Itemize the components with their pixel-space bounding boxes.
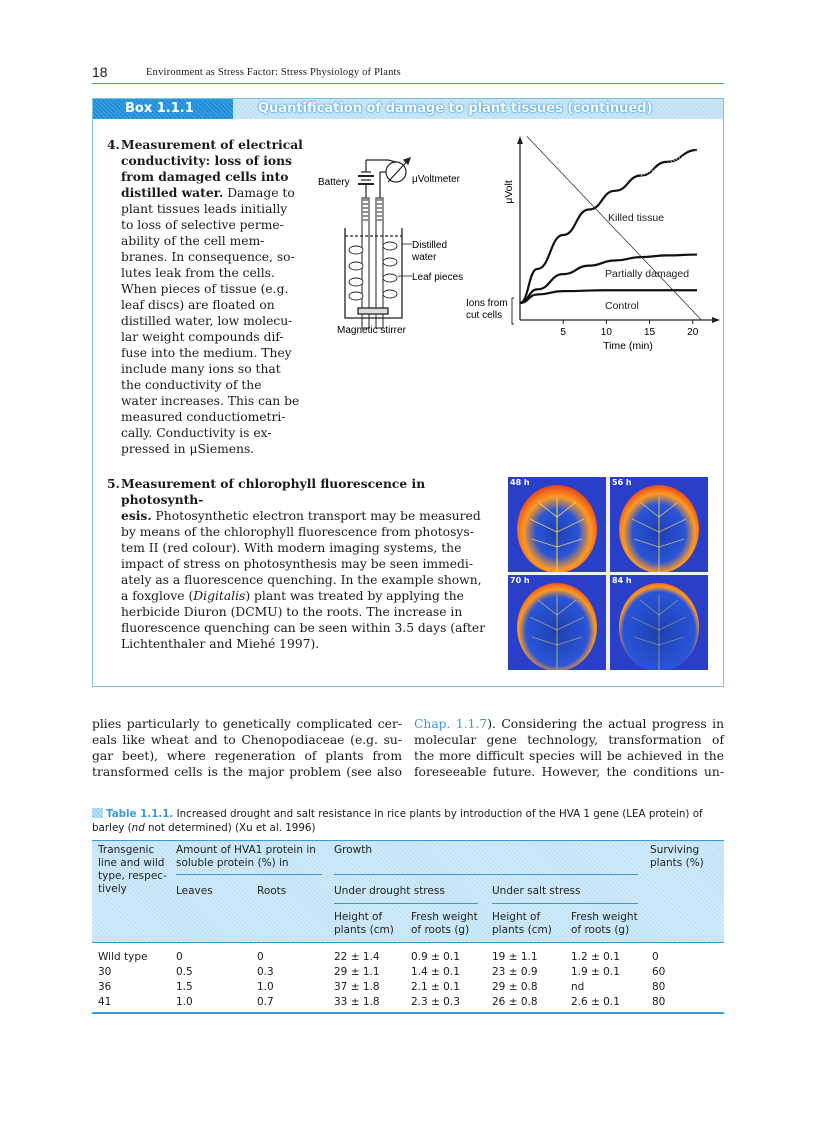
- voltmeter-icon: [380, 158, 410, 198]
- item-number: 4.: [107, 137, 120, 152]
- table-cell: 1.0: [257, 981, 274, 993]
- bold-text: esis.: [121, 508, 152, 523]
- table-cell: 1.4 ± 0.1: [411, 966, 460, 978]
- caption-text: barley (: [92, 822, 132, 834]
- caption-text: not determined) (Xu et al. 1996): [144, 822, 316, 834]
- header-surviving: [650, 844, 704, 870]
- bold-text: Measurement of electrical: [121, 137, 303, 152]
- table-label: Table 1.1.1.: [106, 808, 174, 820]
- body-line: the more difficult species will be achieved in the: [414, 749, 724, 763]
- text: impact of stress on photosynthesis may be seen immedi-: [121, 557, 473, 571]
- series-line: [520, 150, 697, 303]
- header-text: line and wild: [98, 857, 165, 869]
- water-label: water: [412, 252, 437, 263]
- item-line: [121, 604, 493, 620]
- text: ately as a fluorescence quenching. In the example shown,: [121, 573, 482, 587]
- time-label: 48 h: [510, 478, 530, 487]
- series-label: Control: [605, 300, 639, 312]
- x-axis-label: Time (min): [603, 340, 653, 352]
- text: lar weight compounds dif-: [121, 330, 284, 344]
- text: herbicide Diuron (DCMU) to the roots. The increase in: [121, 605, 463, 619]
- box-label-tab: [93, 99, 233, 119]
- series-label: Killed tissue: [608, 212, 665, 224]
- table-cell: 1.0: [176, 996, 193, 1008]
- text: When pieces of tissue (e.g.: [121, 282, 289, 296]
- header-rule: [334, 903, 478, 904]
- leaf-image: [610, 477, 708, 572]
- text: ) plant was treated by applying the: [245, 589, 464, 603]
- header-text: Amount of HVA1 protein in: [176, 844, 316, 856]
- item-line: [121, 425, 321, 441]
- item-line: [121, 409, 321, 425]
- voltmeter-label: μVoltmeter: [412, 174, 461, 185]
- y-axis-label: μVolt: [503, 180, 515, 204]
- item-line: [121, 169, 321, 185]
- item-line: [121, 556, 493, 572]
- text: include many ions so that: [121, 362, 281, 376]
- table-cell: 22 ± 1.4: [334, 951, 380, 963]
- table-cell: 23 ± 0.9: [492, 966, 538, 978]
- box-title: Quantification of damage to plant tissues (continued): [258, 101, 653, 116]
- conductivity-chart: [500, 130, 720, 360]
- distilled-label: Distilled: [412, 240, 448, 251]
- header-amount: [176, 844, 316, 870]
- table-cell: 29 ± 0.8: [492, 981, 538, 993]
- header-leaves: Leaves: [176, 885, 213, 897]
- text: tem II (red colour). With modern imaging systems, the: [121, 541, 462, 555]
- conductivity-apparatus-diagram: [300, 140, 522, 340]
- item-line: [121, 572, 493, 588]
- text: pressed in μSiemens.: [121, 442, 255, 456]
- header-fresh-drought: [411, 911, 478, 937]
- header-text: Fresh weight: [411, 911, 478, 923]
- x-tick-label: 10: [600, 327, 612, 338]
- header-text: plants (cm): [492, 924, 552, 936]
- text: by means of the chlorophyll fluorescence from photosys-: [121, 525, 474, 539]
- body-line: [414, 716, 724, 732]
- time-label: 84 h: [612, 576, 632, 585]
- box-title-bar: [93, 99, 723, 119]
- text: ability of the cell mem-: [121, 234, 265, 248]
- header-rule: [492, 903, 638, 904]
- item-number: 5.: [107, 476, 120, 491]
- table-cell: 41: [98, 996, 112, 1008]
- ions-label: Ions from: [466, 298, 508, 309]
- running-head: [92, 64, 724, 84]
- table-cell: 0: [652, 951, 659, 963]
- x-tick-label: 20: [687, 327, 699, 338]
- cut-cells-label: cut cells: [466, 310, 503, 321]
- header-rule: [334, 874, 638, 875]
- text: fuse into the medium. They: [121, 346, 292, 360]
- text: Photosynthetic electron transport may be measured: [151, 509, 481, 523]
- leaf-image: [508, 575, 606, 670]
- item-line: [121, 361, 321, 377]
- text: cally. Conductivity is ex-: [121, 426, 272, 440]
- table-cell: 0.9 ± 0.1: [411, 951, 460, 963]
- text: branes. In consequence, so-: [121, 250, 295, 264]
- table-cell: 60: [652, 966, 666, 978]
- text: leaf discs) are floated on: [121, 298, 275, 312]
- page-number: 18: [92, 64, 108, 80]
- leaf-pieces-label: Leaf pieces: [412, 272, 464, 283]
- battery-label: Battery: [318, 177, 350, 188]
- text: a foxglove (: [121, 589, 194, 603]
- table-cell: 29 ± 1.1: [334, 966, 380, 978]
- text: Damage to: [223, 186, 295, 200]
- header-text: Height of: [492, 911, 541, 923]
- item-line: [121, 524, 493, 540]
- item-line: [121, 636, 493, 652]
- battery-icon: [358, 160, 388, 198]
- series-label: Partially damaged: [605, 268, 690, 280]
- table-cell: 1.9 ± 0.1: [571, 966, 620, 978]
- item-line: [121, 153, 321, 169]
- time-label: 70 h: [510, 576, 530, 585]
- x-tick-label: 5: [560, 327, 566, 338]
- header-text: soluble protein (%) in: [176, 857, 289, 869]
- fluorescence-panel: [508, 575, 606, 670]
- item-line: [121, 329, 321, 345]
- item-line: [121, 508, 493, 524]
- item-line: [121, 476, 493, 508]
- table-cell: 26 ± 0.8: [492, 996, 538, 1008]
- body-line: gar beet), where regeneration of plants from: [92, 749, 402, 763]
- chapter-link[interactable]: Chap. 1.1.7: [414, 717, 488, 731]
- item-chlorophyll-fluorescence: [107, 476, 493, 652]
- stirrer-label: Magnetic stirrer: [337, 325, 406, 336]
- leaf-image: [610, 575, 708, 670]
- body-line: molecular gene technology, transformation of: [414, 733, 724, 747]
- body-line: transformed cells is the major problem (see also: [92, 765, 402, 779]
- fluorescence-panel: [610, 477, 708, 572]
- header-height-salt: [492, 911, 552, 937]
- text: to loss of selective perme-: [121, 218, 284, 232]
- header-text: tively: [98, 883, 127, 895]
- bold-text: conductivity: loss of ions: [121, 153, 292, 168]
- table-cell: 0.7: [257, 996, 274, 1008]
- header-text: plants (cm): [334, 924, 394, 936]
- table-header: [92, 840, 724, 943]
- header-text: of roots (g): [411, 924, 470, 936]
- item-line: [121, 345, 321, 361]
- header-text: Fresh weight: [571, 911, 638, 923]
- text: Lichtenthaler and Miehé 1997).: [121, 637, 320, 651]
- table-cell: 80: [652, 981, 666, 993]
- table-cell: 0.5: [176, 966, 193, 978]
- table-cell: 1.2 ± 0.1: [571, 951, 620, 963]
- text: fluorescence quenching can be seen within 3.5 days (after: [121, 621, 486, 635]
- running-title: Environment as Stress Factor: Stress Physiology of Plants: [146, 67, 401, 78]
- body-line: foreseeable future. However, the conditions un-: [414, 765, 724, 779]
- item-line: [121, 217, 321, 233]
- item-line: [121, 265, 321, 281]
- header-rule: [176, 874, 322, 875]
- leader-lines: [398, 244, 412, 276]
- table-cell: nd: [571, 981, 585, 993]
- header-height-drought: [334, 911, 394, 937]
- time-label: 56 h: [612, 478, 632, 487]
- item-line: [121, 281, 321, 297]
- text: measured conductiometri-: [121, 410, 286, 424]
- table-cell: 19 ± 1.1: [492, 951, 538, 963]
- table-cell: 33 ± 1.8: [334, 996, 380, 1008]
- header-text: Height of: [334, 911, 383, 923]
- text: plant tissues leads initially: [121, 202, 288, 216]
- item-line: [121, 313, 321, 329]
- table-cell: Wild type: [98, 951, 148, 963]
- body-line: plies particularly to genetically complicated cer-: [92, 717, 402, 731]
- body-column-left: [92, 716, 402, 780]
- bold-text: distilled water.: [121, 185, 224, 200]
- table-cell: 0.3: [257, 966, 274, 978]
- item-line: [121, 393, 321, 409]
- caption-text: Increased drought and salt resistance in rice plants by introduction of the HVA 1 gene (LEA protein) of: [173, 808, 703, 820]
- table-cell: 1.5: [176, 981, 193, 993]
- table-cell: 2.3 ± 0.3: [411, 996, 460, 1008]
- header-roots: Roots: [257, 885, 287, 897]
- item-line: [121, 201, 321, 217]
- beaker-icon: [345, 228, 402, 318]
- item-line: [121, 185, 321, 201]
- header-salt: Under salt stress: [492, 885, 581, 897]
- item-line: [121, 441, 321, 457]
- table-caption: [92, 807, 724, 835]
- item-line: [121, 249, 321, 265]
- box-label: Box 1.1.1: [125, 101, 194, 116]
- header-line: [98, 844, 167, 896]
- text: lutes leak from the cells.: [121, 266, 275, 280]
- table-cell: 2.6 ± 0.1: [571, 996, 620, 1008]
- table-cell: 80: [652, 996, 666, 1008]
- table-cell: 37 ± 1.8: [334, 981, 380, 993]
- bold-text: Measurement of chlorophyll fluorescence in photosynth-: [121, 476, 426, 507]
- item-line: [121, 377, 321, 393]
- table-cell: 30: [98, 966, 112, 978]
- bold-text: from damaged cells into: [121, 169, 289, 184]
- series-dots: [641, 150, 697, 176]
- header-text: of roots (g): [571, 924, 630, 936]
- item-electrical-conductivity: [107, 137, 321, 457]
- table-marker-icon: [92, 808, 103, 818]
- header-fresh-salt: [571, 911, 638, 937]
- header-text: type, respec-: [98, 870, 167, 882]
- header-growth: Growth: [334, 844, 373, 856]
- body-line: eals like wheat and to Chenopodiaceae (e.g. su-: [92, 733, 402, 747]
- x-tick-label: 15: [643, 327, 656, 338]
- table-cell: 36: [98, 981, 112, 993]
- item-line: [121, 297, 321, 313]
- fluorescence-image-grid: [508, 477, 708, 670]
- text: water increases. This can be: [121, 394, 300, 408]
- header-text: plants (%): [650, 857, 704, 869]
- header-text: Surviving: [650, 844, 700, 856]
- item-line: [121, 620, 493, 636]
- fluorescence-panel: [508, 477, 606, 572]
- text: the conductivity of the: [121, 378, 262, 392]
- table-cell: 2.1 ± 0.1: [411, 981, 460, 993]
- table-cell: 0: [176, 951, 183, 963]
- item-line: [121, 588, 493, 604]
- fluorescence-panel: [610, 575, 708, 670]
- table-bottom-rule: [92, 1012, 724, 1014]
- header-text: Transgenic: [98, 844, 155, 856]
- text: distilled water, low molecu-: [121, 314, 293, 328]
- text: ). Considering the actual progress in: [487, 717, 724, 731]
- body-column-right: [414, 716, 724, 780]
- leaf-pieces-icon: [349, 242, 397, 300]
- header-drought: Under drought stress: [334, 885, 445, 897]
- caption-nd: nd: [131, 822, 145, 834]
- x-axis-arrow: [712, 317, 720, 323]
- leaf-image: [508, 477, 606, 572]
- italic-text: Digitalis: [193, 589, 246, 603]
- y-axis-arrow: [517, 136, 523, 144]
- item-line: [121, 233, 321, 249]
- table-cell: 0: [257, 951, 264, 963]
- item-line: [121, 540, 493, 556]
- item-line: [121, 137, 321, 153]
